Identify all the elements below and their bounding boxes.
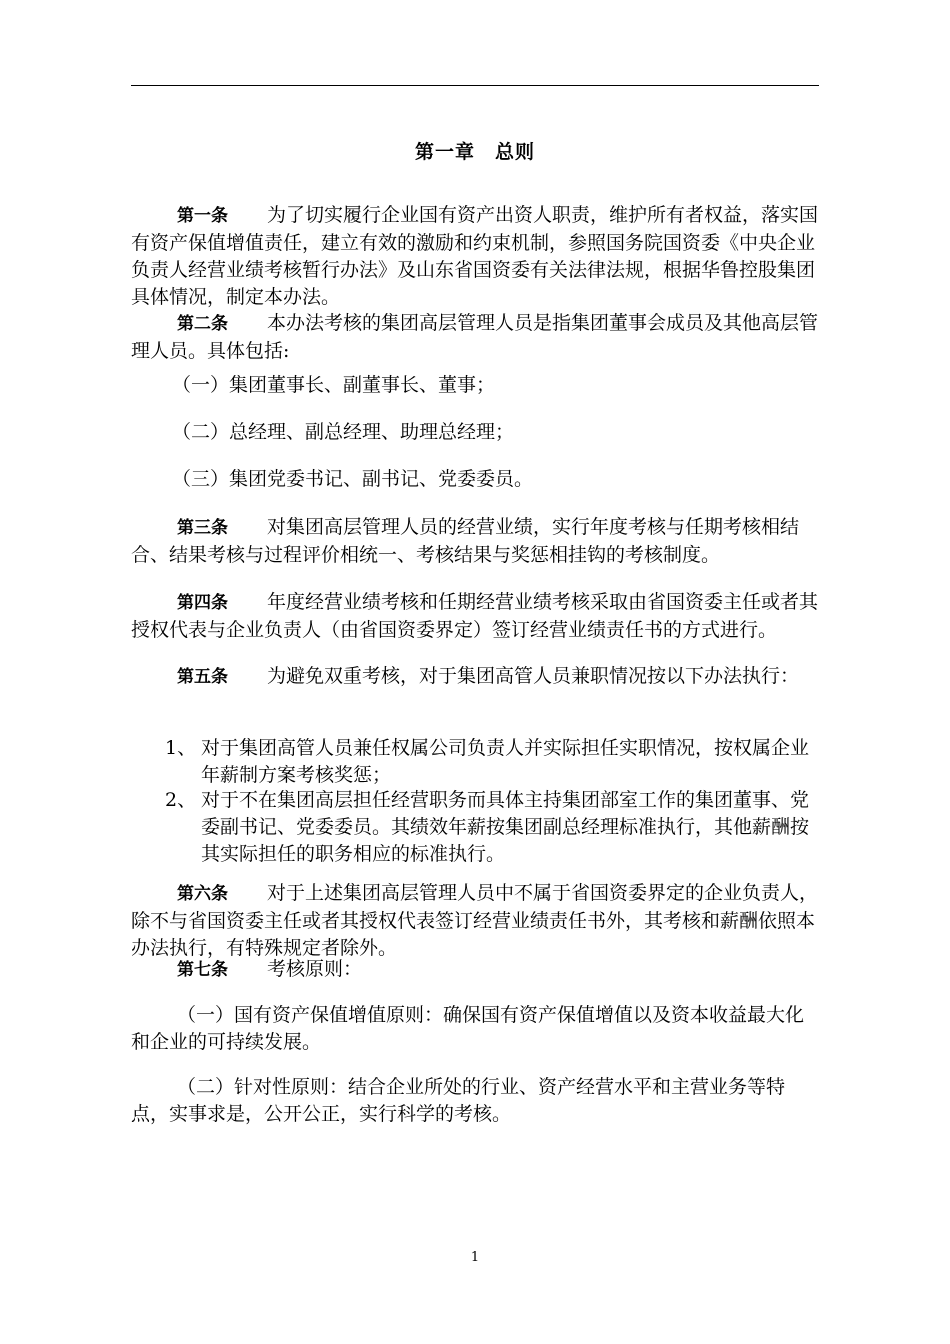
page-number: 1 [470, 1250, 480, 1265]
article-label: 第四条 [177, 593, 228, 613]
article-4 [131, 589, 819, 644]
item-text: 对于不在集团高层担任经营职务而具体主持集团部室工作的集团董事、党委副书记、党委委员。其绩效年薪按集团副总经理标准执行，其他薪酬按其实际担任的职务相应的标准执行。 [201, 789, 810, 865]
article-text: 为避免双重考核，对于集团高管人员兼职情况按以下办法执行： [267, 665, 800, 687]
article-1 [131, 202, 819, 311]
list-item: （三）集团党委书记、副书记、党委委员。 [172, 468, 534, 490]
chapter-heading [0, 137, 950, 164]
item-text: 对于集团高管人员兼任权属公司负责人并实际担任实职情况，按权属企业年薪制方案考核奖惩； [201, 737, 810, 786]
article-text: 年度经营业绩考核和任期经营业绩考核采取由省国资委主任或者其授权代表与企业负责人（由省国资委界定）签订经营业绩责任书的方式进行。 [131, 591, 819, 641]
article-3 [131, 514, 819, 569]
article-label: 第五条 [177, 667, 228, 687]
article-text: 本办法考核的集团高层管理人员是指集团董事会成员及其他高层管理人员。具体包括: [131, 312, 819, 362]
article-text: 对于上述集团高层管理人员中不属于省国资委界定的企业负责人，除不与省国资委主任或者其授权代表签订经营业绩责任书外，其考核和薪酬依照本办法执行，有特殊规定者除外。 [131, 882, 819, 959]
numbered-item [165, 735, 819, 789]
list-item: （二）总经理、副总经理、助理总经理； [172, 421, 515, 443]
article-text: 对集团高层管理人员的经营业绩，实行年度考核与任期考核相结合、结果考核与过程评价相统一、考核结果与奖惩相挂钩的考核制度。 [131, 516, 800, 566]
chapter-label: 第一章 [414, 141, 475, 163]
article-label: 第六条 [177, 884, 228, 904]
chapter-title: 总则 [495, 141, 536, 163]
article-text: 为了切实履行企业国有资产出资人职责，维护所有者权益，落实国有资产保值增值责任，建立有效的激励和约束机制，参照国务院国资委《中央企业负责人经营业绩考核暂行办法》及山东省国资委有关法律法规，根据华鲁控股集团具体情况，制定本办法。 [131, 204, 819, 308]
article-text: 考核原则： [267, 958, 363, 980]
item-number: 1、 [165, 737, 197, 759]
article-7 [131, 956, 819, 984]
article-label: 第三条 [177, 518, 228, 538]
principle-2: （二）针对性原则：结合企业所处的行业、资产经营水平和主营业务等特点，实事求是，公开公正，实行科学的考核。 [131, 1076, 786, 1125]
article-5 [131, 663, 819, 691]
header-rule [131, 85, 819, 86]
principle-1: （一）国有资产保值增值原则：确保国有资产保值增值以及资本收益最大化和企业的可持续发展。 [131, 1004, 805, 1053]
list-item: （一）集团董事长、副董事长、董事； [172, 374, 496, 396]
article-6 [131, 880, 819, 962]
article-label: 第二条 [177, 314, 228, 334]
article-label: 第七条 [177, 960, 228, 980]
item-number: 2、 [165, 789, 197, 811]
article-label: 第一条 [177, 206, 228, 226]
article-2 [131, 310, 819, 365]
numbered-item [165, 787, 819, 868]
